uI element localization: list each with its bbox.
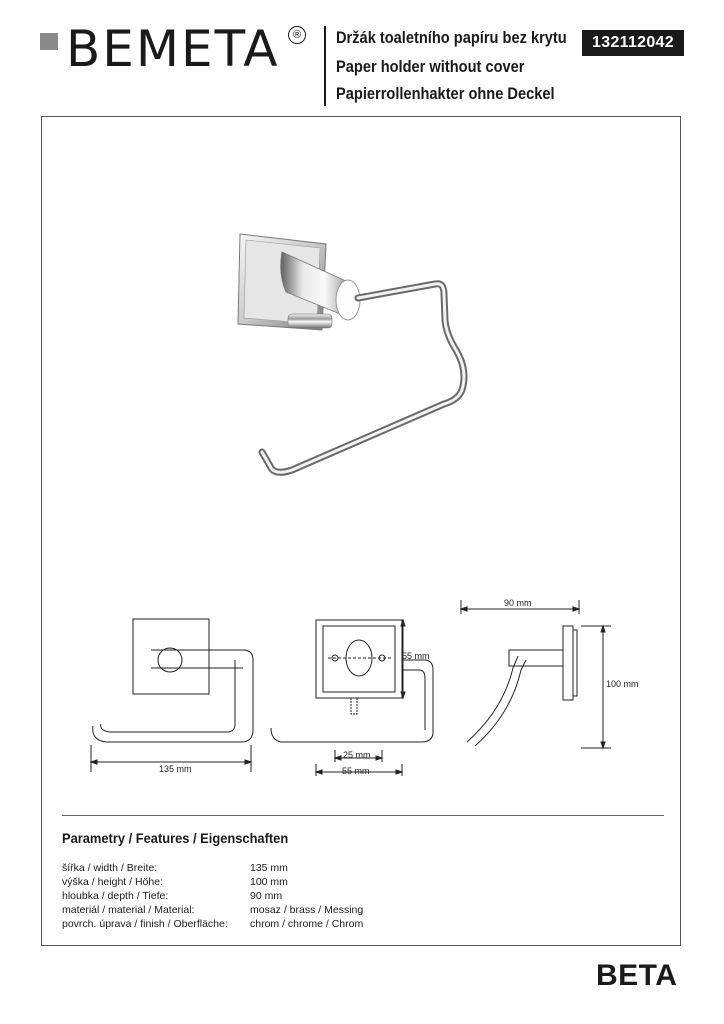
dim-wall-plate: 55 mm <box>402 651 430 661</box>
logo-square-icon <box>40 33 58 50</box>
registered-mark: ® <box>288 26 306 44</box>
product-code-badge: 132112042 <box>582 30 684 56</box>
technical-drawings <box>41 590 681 790</box>
feature-value: mosaz / brass / Messing <box>250 904 364 916</box>
product-photo <box>230 222 480 482</box>
dim-depth: 90 mm <box>504 598 532 608</box>
feature-label: výška / height / Höhe: <box>62 876 163 888</box>
feature-value: 135 mm <box>250 862 288 874</box>
product-title-de: Papierrollenhakter ohne Deckel <box>336 84 555 103</box>
features-divider <box>62 815 664 816</box>
feature-value: 100 mm <box>250 876 288 888</box>
dim-hole-spacing: 25 mm <box>343 750 371 760</box>
side-view-drawing <box>461 600 611 748</box>
brand-logo: BEMETA <box>66 20 280 78</box>
feature-value: chrom / chrome / Chrom <box>250 918 364 930</box>
feature-label: povrch. úprava / finish / Oberfläche: <box>62 918 228 930</box>
feature-label: šířka / width / Breite: <box>62 862 158 874</box>
dim-bottom-width: 55 mm <box>342 766 370 776</box>
feature-label: materiál / material / Material: <box>62 904 195 916</box>
dim-height: 100 mm <box>606 679 639 689</box>
product-title-en: Paper holder without cover <box>336 57 525 76</box>
series-name: BETA <box>596 959 678 992</box>
title-divider <box>324 26 326 106</box>
front-view-drawing <box>91 619 253 772</box>
product-title-cs: Držák toaletního papíru bez krytu <box>336 28 567 47</box>
features-title: Parametry / Features / Eigenschaften <box>62 830 289 846</box>
feature-label: hloubka / depth / Tiefe: <box>62 890 169 902</box>
dim-front-width: 135 mm <box>159 764 192 774</box>
feature-value: 90 mm <box>250 890 283 902</box>
